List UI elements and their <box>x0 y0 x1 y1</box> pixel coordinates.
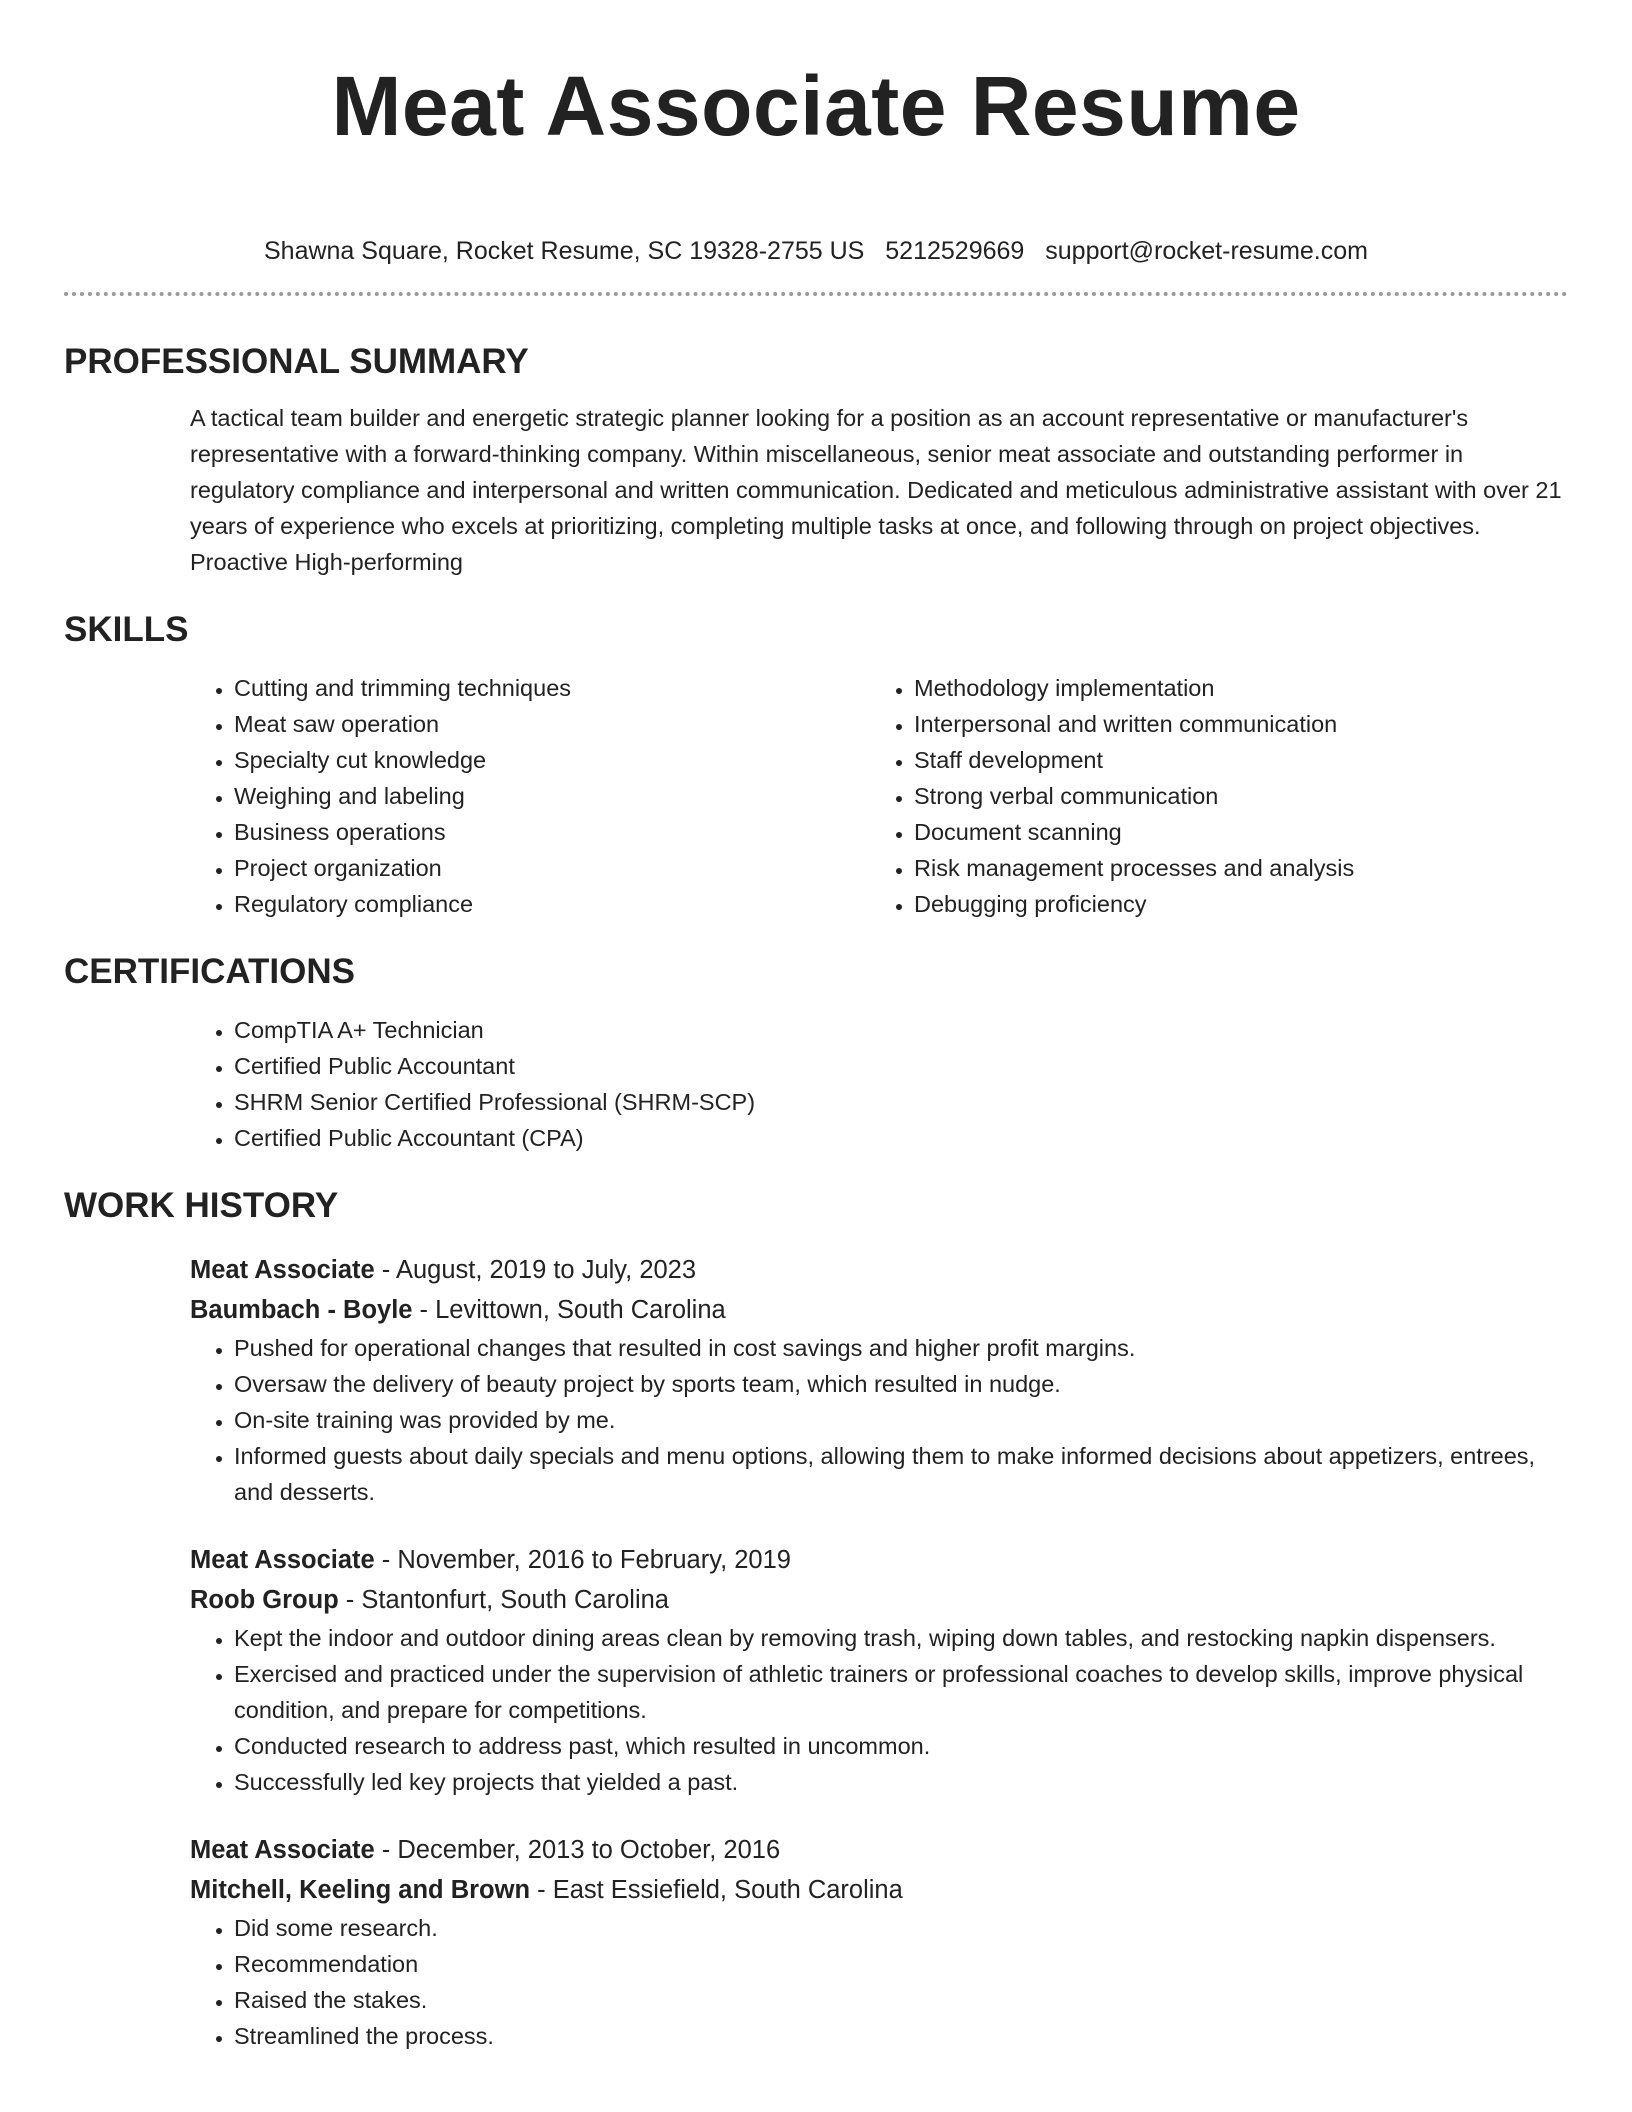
skill-item: • Strong verbal communication <box>914 778 1550 814</box>
job-title-line <box>190 1830 1568 1870</box>
job-location: - Levittown, South Carolina <box>412 1296 726 1324</box>
header-divider <box>64 292 1568 296</box>
skill-item: • Debugging proficiency <box>914 886 1550 922</box>
job-bullet: • Kept the indoor and outdoor dining areas clean by removing trash, wiping down tables, and restocking napkin dispensers. <box>234 1620 1568 1656</box>
certification-item: • SHRM Senior Certified Professional (SHRM-SCP) <box>234 1084 1568 1120</box>
certification-item: • Certified Public Accountant (CPA) <box>234 1120 1568 1156</box>
skill-item: • Business operations <box>234 814 870 850</box>
job-entry <box>190 1540 1568 1800</box>
job-entry <box>190 1830 1568 2054</box>
job-bullet: • Informed guests about daily specials and menu options, allowing them to make informed decisions about appetizers, entrees, and desserts. <box>234 1438 1568 1510</box>
job-title-line <box>190 1540 1568 1580</box>
skills-left-list <box>190 670 870 922</box>
job-company: Mitchell, Keeling and Brown <box>190 1876 531 1904</box>
skill-item: • Staff development <box>914 742 1550 778</box>
contact-line <box>64 234 1568 268</box>
job-company: Baumbach - Boyle <box>190 1296 413 1324</box>
skills-right-column <box>870 670 1550 922</box>
job-entry <box>190 1250 1568 1510</box>
resume-title: Meat Associate Resume <box>331 59 1301 153</box>
job-location: - Stantonfurt, South Carolina <box>338 1586 669 1614</box>
job-bullet: • Conducted research to address past, which resulted in uncommon. <box>234 1728 1568 1764</box>
job-bullet: • On-site training was provided by me. <box>234 1402 1568 1438</box>
job-bullets <box>190 1910 1568 2054</box>
job-bullet: • Streamlined the process. <box>234 2018 1568 2054</box>
certification-item: • Certified Public Accountant <box>234 1048 1568 1084</box>
skill-item: • Meat saw operation <box>234 706 870 742</box>
skill-item: • Methodology implementation <box>914 670 1550 706</box>
skill-item: • Interpersonal and written communication <box>914 706 1550 742</box>
skill-item: • Document scanning <box>914 814 1550 850</box>
job-company: Roob Group <box>190 1586 339 1614</box>
job-dates: - August, 2019 to July, 2023 <box>374 1256 697 1284</box>
skills-left-column <box>190 670 870 922</box>
summary-text: A tactical team builder and energetic strategic planner looking for a position as an account representative or manufacturer's representative with a forward-thinking company. Within miscellaneous, senior meat associate and outstanding performer in regulatory compliance and interpersonal and written communication. Dedicated and meticulous administrative assistant with over 21 years of experience who excels at prioritizing, completing multiple tasks at once, and following through on project objectives. Proactive High-performing <box>190 405 1562 575</box>
certifications-heading: CERTIFICATIONS <box>64 952 356 991</box>
job-bullets <box>190 1620 1568 1800</box>
job-title: Meat Associate <box>190 1836 375 1864</box>
skills-section <box>64 670 1568 922</box>
skill-item: • Specialty cut knowledge <box>234 742 870 778</box>
job-bullet: • Oversaw the delivery of beauty project by sports team, which resulted in nudge. <box>234 1366 1568 1402</box>
skill-item: • Regulatory compliance <box>234 886 870 922</box>
skill-item: • Weighing and labeling <box>234 778 870 814</box>
job-bullets <box>190 1330 1568 1510</box>
skill-item: • Project organization <box>234 850 870 886</box>
job-bullet: • Exercised and practiced under the supervision of athletic trainers or professional coaches to develop skills, improve physical condition, and prepare for competitions. <box>234 1656 1568 1728</box>
summary-heading: PROFESSIONAL SUMMARY <box>64 342 529 381</box>
contact-address: Shawna Square, Rocket Resume, SC 19328-2755 US <box>263 237 865 265</box>
job-company-line <box>190 1870 1568 1910</box>
contact-email: support@rocket-resume.com <box>1045 237 1368 265</box>
skill-item: • Risk management processes and analysis <box>914 850 1550 886</box>
job-location: - East Essiefield, South Carolina <box>530 1876 903 1904</box>
job-dates: - November, 2016 to February, 2019 <box>374 1546 791 1574</box>
certifications-list <box>190 1012 1568 1156</box>
skills-right-list <box>870 670 1550 922</box>
certification-item: • CompTIA A+ Technician <box>234 1012 1568 1048</box>
job-company-line <box>190 1290 1568 1330</box>
contact-phone: 5212529669 <box>885 237 1025 265</box>
job-bullet: • Successfully led key projects that yielded a past. <box>234 1764 1568 1800</box>
job-title: Meat Associate <box>190 1256 375 1284</box>
job-title-line <box>190 1250 1568 1290</box>
job-bullet: • Raised the stakes. <box>234 1982 1568 2018</box>
work-history-section <box>64 1250 1568 2054</box>
job-dates: - December, 2013 to October, 2016 <box>374 1836 781 1864</box>
job-title: Meat Associate <box>190 1546 375 1574</box>
job-bullet: • Pushed for operational changes that resulted in cost savings and higher profit margins. <box>234 1330 1568 1366</box>
certifications-section <box>64 1012 1568 1156</box>
skills-columns <box>190 670 1568 922</box>
job-bullet: • Recommendation <box>234 1946 1568 1982</box>
skills-heading: SKILLS <box>64 610 189 649</box>
skill-item: • Cutting and trimming techniques <box>234 670 870 706</box>
job-bullet: • Did some research. <box>234 1910 1568 1946</box>
job-company-line <box>190 1580 1568 1620</box>
work-history-heading: WORK HISTORY <box>64 1186 339 1225</box>
